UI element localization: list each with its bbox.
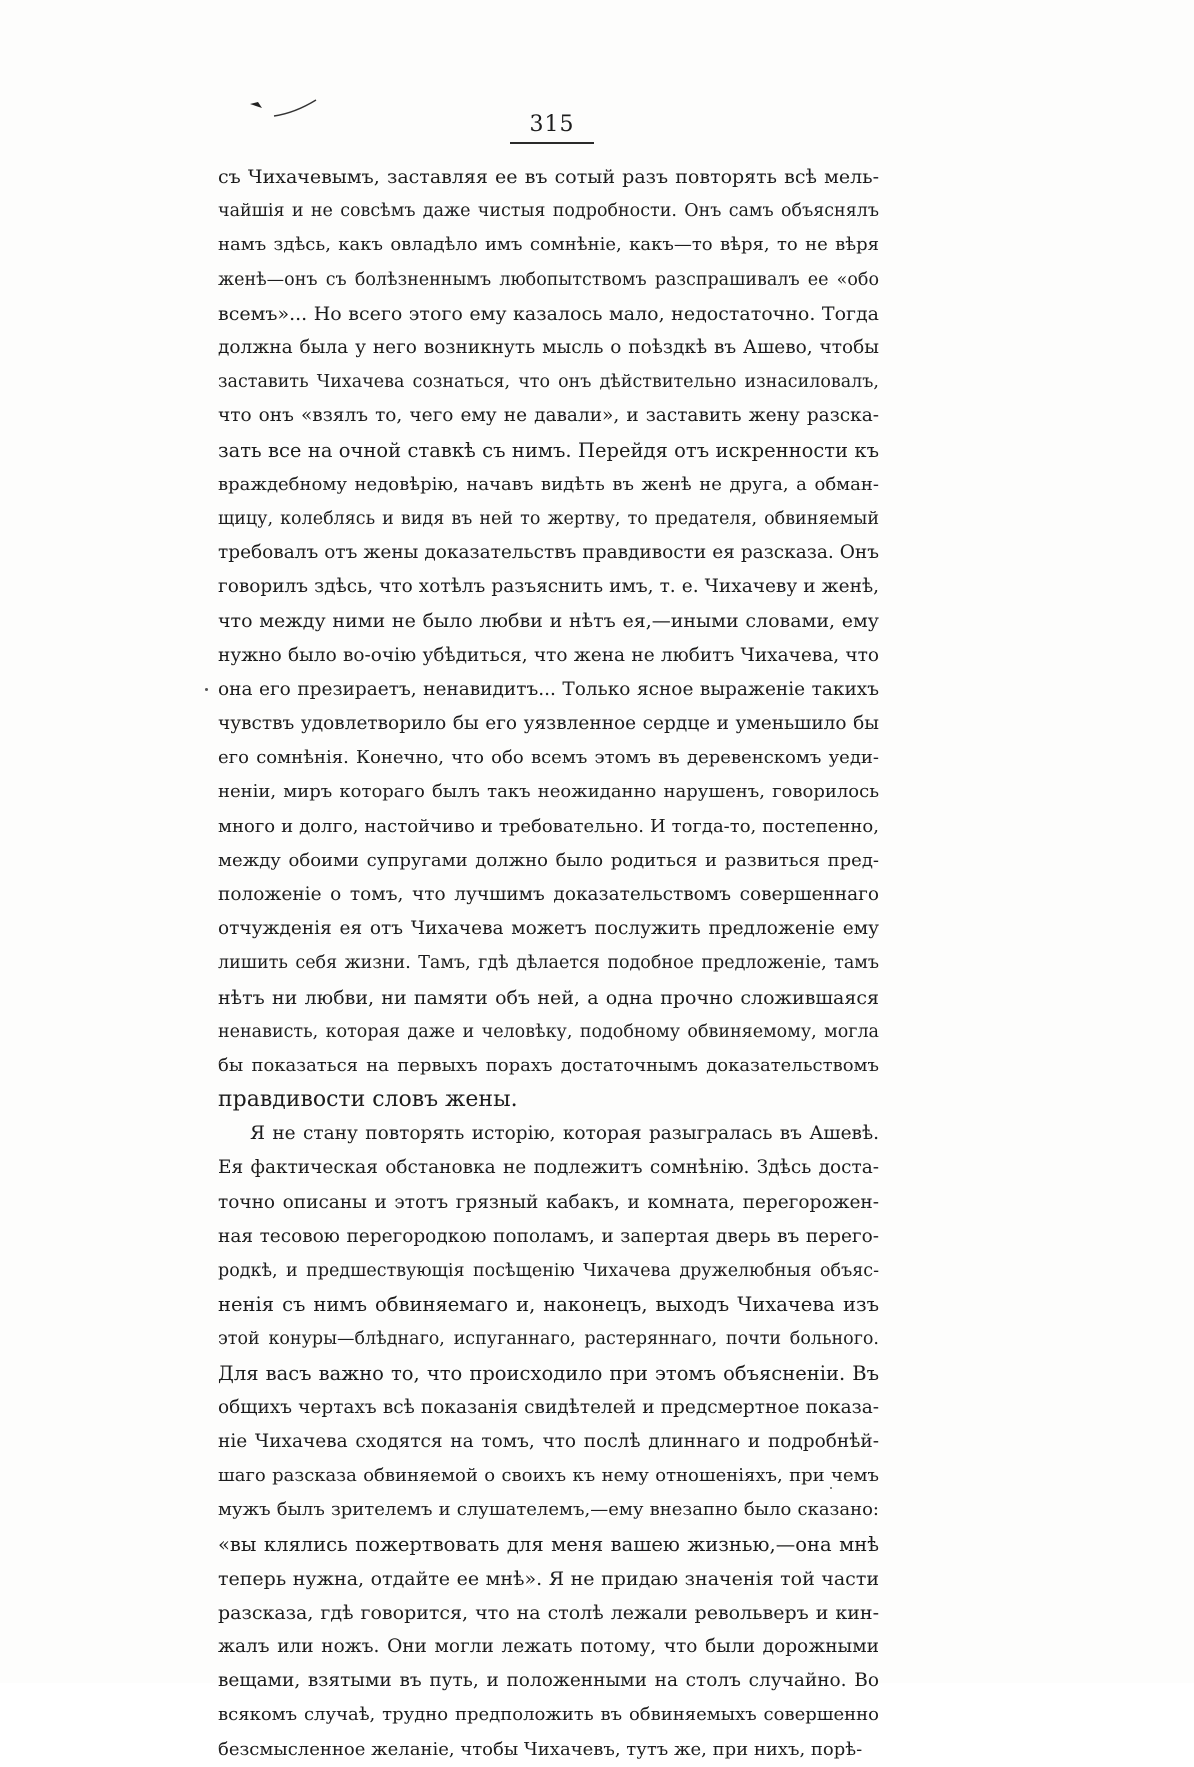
- text-line: требовалъ отъ жены доказательствъ правдивости ея разсказа. Онъ: [218, 542, 879, 564]
- text-line: нѣтъ ни любви, ни памяти объ ней, а одна прочно сложившаяся: [218, 986, 879, 1009]
- text-line: ненависть, которая даже и человѣку, подобному обвиняемому, могла: [218, 1021, 879, 1042]
- text-line: заставить Чихачева сознаться, что онъ дѣйствительно изнасиловалъ,: [218, 372, 879, 393]
- text-line: разсказа, гдѣ говорится, что на столѣ лежали револьверъ и кин-: [218, 1601, 879, 1624]
- text-line: всемъ»... Но всего этого ему казалось мало, недостаточно. Тогда: [218, 302, 879, 325]
- text-line: шаго разсказа обвиняемой о своихъ къ нему отношеніяхъ, при чемъ: [218, 1465, 879, 1487]
- text-line: щицу, колеблясь и видя въ ней то жертву, то предателя, обвиняемый: [218, 508, 879, 529]
- text-line: Я не стану повторять исторію, которая разыгралась въ Ашевѣ.: [250, 1123, 879, 1145]
- text-line: Для васъ важно то, что происходило при этомъ объясненіи. Въ: [218, 1361, 879, 1385]
- text-line: Ея фактическая обстановка не подлежитъ сомнѣнію. Здѣсь доста-: [218, 1157, 879, 1179]
- text-line: чайшія и не совсѣмъ даже чистыя подробности. Онъ самъ объяснялъ: [218, 201, 879, 222]
- margin-speck: [205, 688, 208, 691]
- text-line: его сомнѣнія. Конечно, что обо всемъ этомъ въ деревенскомъ уеди-: [218, 747, 879, 769]
- text-line: правдивости словъ жены.: [218, 1087, 518, 1113]
- text-line: враждебному недовѣрію, начавъ видѣть въ женѣ не друга, а обман-: [218, 473, 879, 495]
- text-line: этой конуры—блѣднаго, испуганнаго, растеряннаго, почти больного.: [218, 1329, 879, 1350]
- text-line: что онъ «взялъ то, чего ему не давали», и заставить жену разска-: [218, 405, 879, 427]
- text-line: между обоими супругами должно было родиться и развиться пред-: [218, 849, 879, 871]
- text-line: отчужденія ея отъ Чихачева можетъ послужить предложеніе ему: [218, 918, 879, 940]
- text-line: жалъ или ножъ. Они могли лежать потому, что были дорожными: [218, 1636, 879, 1658]
- text-line: вещами, взятыми въ путь, и положенными на столъ случайно. Во: [218, 1670, 879, 1692]
- body-text: [218, 160, 879, 1767]
- text-line: нужно было во-очію убѣдиться, что жена не любитъ Чихачева, что: [218, 644, 879, 666]
- text-line: зать все на очной ставкѣ съ нимъ. Перейдя отъ искренности къ: [218, 438, 879, 462]
- text-line: съ Чихачевымъ, заставляя ее въ сотый разъ повторять всѣ мель-: [218, 166, 879, 188]
- text-line: говорилъ здѣсь, что хотѣлъ разъяснить имъ, т. е. Чихачеву и женѣ,: [218, 576, 879, 598]
- text-line: много и долго, настойчиво и требовательно. И тогда-то, постепенно,: [218, 815, 879, 837]
- text-line: женѣ—онъ съ болѣзненнымъ любопытствомъ разспрашивалъ ее «обо: [218, 269, 879, 290]
- text-line: безсмысленное желаніе, чтобы Чихачевъ, тутъ же, при нихъ, порѣ-: [218, 1738, 863, 1760]
- margin-speck: [830, 1487, 832, 1489]
- text-line: ная тесовою перегородкою пополамъ, и запертая дверь въ перего-: [218, 1225, 879, 1247]
- text-line: неніи, миръ котораго былъ такъ неожиданно нарушенъ, говорилось: [218, 781, 879, 803]
- text-line: «вы клялись пожертвовать для меня вашею жизнью,—она мнѣ: [218, 1532, 879, 1556]
- pen-stroke-mark: [248, 96, 328, 136]
- text-line: намъ здѣсь, какъ овладѣло имъ сомнѣніе, какъ—то вѣря, то не вѣря: [218, 234, 879, 256]
- text-line: родкѣ, и предшествующія посѣщенію Чихачева дружелюбныя объяс-: [218, 1261, 879, 1281]
- text-line: лишить себя жизни. Тамъ, гдѣ дѣлается подобное предложеніе, тамъ: [218, 953, 879, 974]
- text-line: теперь нужна, отдайте ее мнѣ». Я не придаю значенія той части: [218, 1567, 879, 1590]
- text-line: чувствъ удовлетворило бы его уязвленное сердце и уменьшило бы: [218, 713, 879, 734]
- text-line: точно описаны и этотъ грязный кабакъ, и комната, перегорожен-: [218, 1191, 879, 1213]
- text-line: положеніе о томъ, что лучшимъ доказательствомъ совершеннаго: [218, 883, 879, 905]
- text-line: должна была у него возникнуть мысль о поѣздкѣ въ Ашево, чтобы: [218, 336, 879, 358]
- text-line: что между ними не было любви и нѣтъ ея,—иными словами, ему: [218, 610, 879, 633]
- paragraph: [218, 160, 879, 1117]
- text-line: она его презираетъ, ненавидитъ... Только ясное выраженіе такихъ: [218, 678, 879, 700]
- text-line: ненія съ нимъ обвиняемаго и, наконецъ, выходъ Чихачева изъ: [218, 1293, 879, 1317]
- page-number: 315: [529, 112, 575, 137]
- paragraph: [218, 1117, 879, 1767]
- text-line: мужъ былъ зрителемъ и слушателемъ,—ему внезапно было сказано:: [218, 1499, 879, 1521]
- text-line: бы показаться на первыхъ порахъ достаточнымъ доказательствомъ: [218, 1054, 879, 1076]
- page-number-rule: [510, 142, 594, 144]
- text-line: ніе Чихачева сходятся на томъ, что послѣ длиннаго и подробнѣй-: [218, 1430, 879, 1452]
- text-line: общихъ чертахъ всѣ показанія свидѣтелей и предсмертное показа-: [218, 1396, 879, 1418]
- text-line: всякомъ случаѣ, трудно предположить въ обвиняемыхъ совершенно: [218, 1704, 879, 1726]
